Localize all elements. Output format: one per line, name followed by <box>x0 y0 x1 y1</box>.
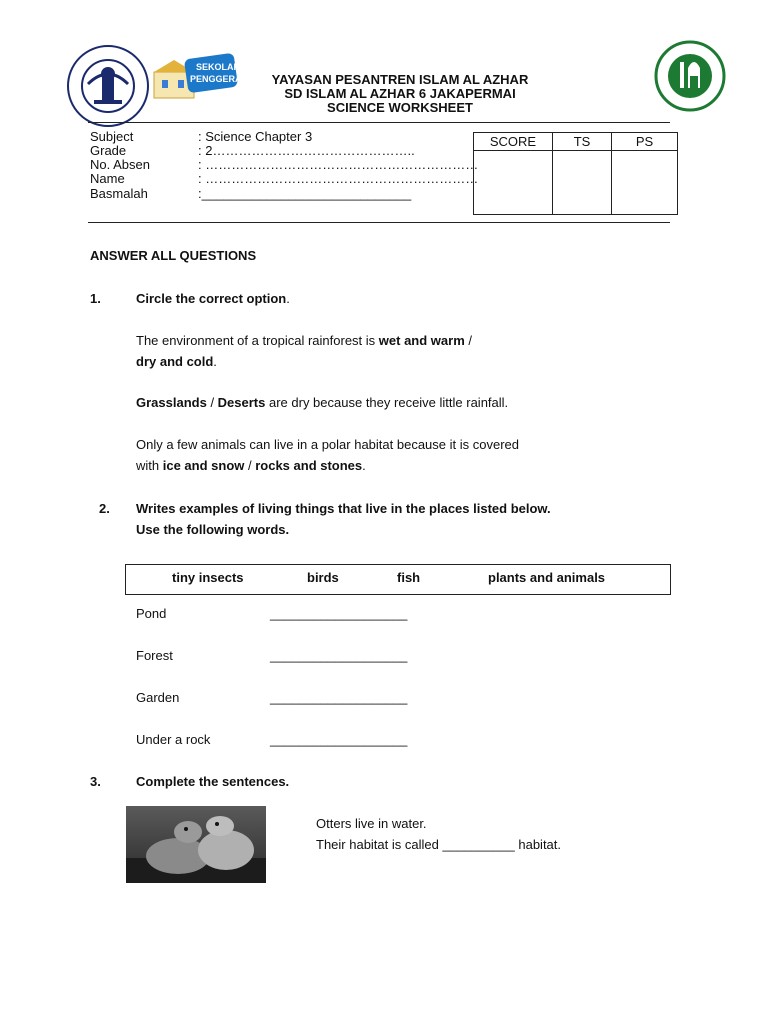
q1-title-text: Circle the correct option <box>136 291 287 306</box>
place-label: Pond <box>136 606 167 621</box>
q1-option-rocks-stones[interactable]: rocks and stones <box>255 458 363 473</box>
answer-blank[interactable]: ___________________ <box>270 606 408 621</box>
q1-option-ice-snow[interactable]: ice and snow <box>162 458 245 473</box>
info-value-absen: : ……………………………………………………… <box>198 157 479 172</box>
info-label-subject: Subject <box>90 129 134 144</box>
q2-number: 2. <box>99 501 110 516</box>
info-label-name: Name <box>90 171 125 186</box>
q1-s2-sep: / <box>206 395 218 410</box>
place-label: Forest <box>136 648 173 663</box>
score-header: SCORE <box>474 133 553 151</box>
answer-blank[interactable]: ___________________ <box>270 648 408 663</box>
word-bank-item: plants and animals <box>488 570 606 585</box>
info-label-absen: No. Absen <box>90 157 150 172</box>
place-label: Garden <box>136 690 180 705</box>
answer-blank[interactable]: ___________________ <box>270 690 408 705</box>
q1-option-grasslands[interactable]: Grasslands <box>136 395 207 410</box>
ts-cell[interactable] <box>553 151 612 215</box>
header-divider <box>88 122 670 123</box>
q1-option-wet-warm[interactable]: wet and warm <box>378 333 465 348</box>
q2-title-line-2: Use the following words. <box>136 522 290 537</box>
score-cell[interactable] <box>474 151 553 215</box>
q1-sentence-2 <box>136 395 508 410</box>
q1-title-end: . <box>286 291 290 306</box>
badge-text-1: SEKOLAH <box>196 62 241 72</box>
info-value-grade: : 2……………………………………….. <box>198 143 415 158</box>
q3-title: Complete the sentences. <box>136 774 290 789</box>
school-logo-left <box>66 44 150 128</box>
word-bank-item: tiny insects <box>172 570 244 585</box>
badge-text-2: PENGGERAK <box>190 74 249 84</box>
q1-s3-with: with <box>136 458 163 473</box>
q1-sentence-1 <box>136 333 472 348</box>
q1-option-dry-cold[interactable]: dry and cold <box>136 354 214 369</box>
q1-s3-sep: / <box>244 458 256 473</box>
q1-sentence-1b <box>136 354 217 369</box>
info-label-basmalah: Basmalah <box>90 186 148 201</box>
header-line-3: SCIENCE WORKSHEET <box>327 100 473 115</box>
info-value-name: : ……………………………………………………… <box>198 171 479 186</box>
score-table <box>473 132 678 215</box>
q3-line-2[interactable]: Their habitat is called __________ habitat. <box>316 837 562 852</box>
header-line-1: YAYASAN PESANTREN ISLAM AL AZHAR <box>271 72 529 87</box>
q1-sentence-3b <box>136 458 366 473</box>
q1-s3-end: . <box>362 458 366 473</box>
info-divider <box>88 222 670 223</box>
otters-photo <box>126 806 266 883</box>
q1-s1-text: The environment of a tropical rainforest is <box>136 333 379 348</box>
school-logo-right <box>654 40 726 112</box>
q3-line-1: Otters live in water. <box>316 816 427 831</box>
q1-option-deserts[interactable]: Deserts <box>217 395 266 410</box>
q1-title <box>136 291 290 306</box>
q2-title-line-1: Writes examples of living things that live in the places listed below. <box>136 501 551 516</box>
place-label: Under a rock <box>136 732 211 747</box>
q1-s1-end: . <box>213 354 217 369</box>
ps-header: PS <box>612 133 678 151</box>
word-bank-item: fish <box>397 570 421 585</box>
ts-header: TS <box>553 133 612 151</box>
q3-number: 3. <box>90 774 101 789</box>
word-bank-item: birds <box>307 570 339 585</box>
answer-blank[interactable]: ___________________ <box>270 732 408 747</box>
q1-s2-text: are dry because they receive little rainfall. <box>265 395 509 410</box>
q1-number: 1. <box>90 291 101 306</box>
info-value-subject: : Science Chapter 3 <box>198 129 313 144</box>
header-line-2: SD ISLAM AL AZHAR 6 JAKAPERMAI <box>284 86 516 101</box>
q1-sentence-3: Only a few animals can live in a polar habitat because it is covered <box>136 437 519 452</box>
info-label-grade: Grade <box>90 143 127 158</box>
ps-cell[interactable] <box>612 151 678 215</box>
instructions: ANSWER ALL QUESTIONS <box>90 248 257 263</box>
info-value-basmalah: :_____________________________ <box>198 186 412 201</box>
q1-s1-sep: / <box>464 333 472 348</box>
